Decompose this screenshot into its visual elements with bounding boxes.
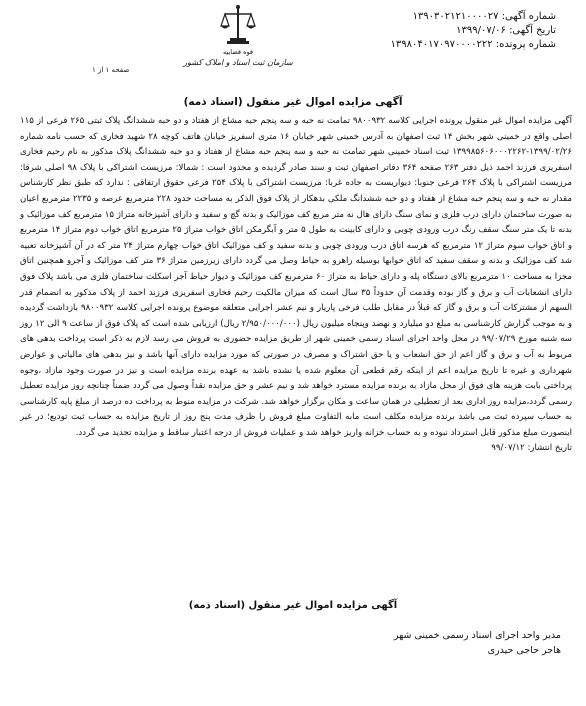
signature-block (394, 628, 561, 658)
ad-date: ۱۳۹۹/۰۷/۰۶ (456, 25, 506, 36)
ad-date-label: تاریخ آگهی: (509, 25, 556, 36)
closing-title: آگهی مزایده اموال غیر منقول (اسناد ذمه) (188, 600, 398, 611)
signer-name: هاجر حاجی حیدری (487, 645, 561, 656)
body-paragraph: آگهی مزایده اموال غیر منقول پرونده اجرایی کلاسه ۹۸۰۰۹۳۲ تمامت نه حبه و سه پنجم حبه مشاع از هفتاد و دو حبه ششدانگ پلاک ثبتی ۲۶۵ فرعی از ۱۱۵ اصلی واقع در خمینی شهر بخش ۱۴ ثبت اصفهان به آدرس خمینی شهر خیابان ۱۶ متری اسفریز خیابان هاتف کوچه ۲۸ شهید فخاری که حسب نامه شماره ۱۳۹۹/۰۲/۲۶-۱۳۹۹۸۵۶۰۶۰۰۰۲۲۶۲ ثبت اسناد خمینی شهر تمامت نه حبه و سه پنجم حبه مشاع از هفتاد و دو حبه ششدانگ پلاک مذکور به نام رحیم فخاری اسفریزی فرزند احمد ذیل دفتر ۲۶۳ صفحه ۳۶۴ دفاتر اصفهان ثبت و سند صادر گردیده و محدود است : شمالا: مرزیست اشتراکی با پلاک ۹۸ اصلی شرقا: مرزیست اشتراکی با پلاک ۲۶۴ فرعی جنوبا: دیواریست به جاده غربا: مرزیست اشتراکی با پلاک ۲۵۴ فرعی حقوق ارتفاقی : ندارد که طبق نظر کارشناس مقدار نه حبه و سه پنجم حبه مشاع از هفتاد و دو حبه ششدانگ ملکی بدهکار از پلاک فوق الذکر به مساحت حدود ۲۲۸ مترمربع عرصه و ۲۲۳۵ مترمربع اعیان به صورت ساختمان دارای درب فلزی و نمای سنگ دارای هال نه متر مربع کف موزائیک و بدنه گچ و سفید و دارای آشپزخانه متراژ ۱۵ مترمربع کف موزائیک و بدنه تا یک متر سنگ سقف رنگ درب ورودی چوبی و دارای کابینت به طول ۵ متر و آبگرمکن اتاق خواب متراژ ۲۵ مترمربع اتاق خواب دوم متراژ ۱۴ مترمربع و اتاق خواب سوم متراژ ۱۲ مترمربع که هرسه اتاق درب ورودی چوبی و بدنه سفید و کف موزائیک اتاق خواب چهارم متراژ ۲۴ متر که در آن آشپزخانه تعبیه شد کف موزائیک و بدنه و سقف سفید که اتاق خوابها بوسیله راهرو به حیاط وصل می گردد دارای زیرزمین متراژ ۳۶ متر کف موزائیک و آجرو همچنین اتاق مجزا به مساحت ۱۰ مترمربع بالای دستگاه پله و دارای حیاط به متراژ ۶۰ مترمربع کف موزائیک و دیوار حیاط آجر اسکلت ساختمان فلزی می باشد پلاک فوق دارای انشعابات آب و برق و گاز بوده وقدمت آن حدوداً ۳۵ سال است که میزان مالکیت رحیم فخاری اسفریزی فرزند احمد از پلاک مذکور به انضمام قدر السهم از مشترکات آب و برق و گاز که قبلاً در مقابل طلب فرخی پاریار و نیم عشر اجرایی متعلقه موضوع پرونده اجرایی کلاسه ۹۸۰۰۹۳۲ بازداشت گردیده و به موجب گزارش کارشناسی به مبلغ دو میلیارد و نهصد وپنجاه میلیون ریال (۲/۹۵۰/۰۰۰/۰۰۰ ریال) ارزیابی شده است که پلاک فوق از ساعت ۹ الی ۱۲ روز سه شنبه مورخ ۹۹/۰۷/۲۹ در محل واحد اجرای اسناد رسمی خمینی شهر از طریق مزایده حضوری به فروش می رسد لازم به ذکر است پرداخت بدهی های مربوط به آب و برق و گاز اعم از حق انشعاب و یا حق اشتراک و مصرف در صورتی که مورد مزایده دارای آنها باشد و نیز بدهی های مالیاتی و عوارض شهرداری و غیره تا تاریخ مزایده اعم از اینکه رقم قطعی آن معلوم شده یا نشده باشد به عهده برنده مزایده است و نیز در صورت وجود مازاد ،وجوه پرداختی بابت هزینه های فوق از محل مازاد به برنده مزایده مسترد خواهد شد و نیم عشر و حق مزایده نقداً وصول می گردد ضمناً چنانچه روز مزایده تعطیل رسمی گردد،مزایده روز اداری بعد از تعطیلی در همان ساعت و مکان برگزار خواهد شد. شرکت در مزایده منوط به پرداخت ده درصد از مبلغ پایه کارشناسی به حساب سپرده ثبت می باشد برنده مزایده مکلف است مابه التفاوت مبلغ فروش را ظرف مدت پنج روز از تاریخ مزایده به حساب ثبت تودیع؛ در غیر اینصورت مبلغ مذکور قابل استرداد نبوده و به حساب خزانه واریز خواهد شد و عملیات فروش از درجه اعتبار ساقط و مزایده تجدید می گردد. (20, 116, 573, 438)
judiciary-caption: قوه قضاییه (223, 48, 253, 56)
ad-metadata (391, 10, 556, 52)
ad-number-row (391, 10, 556, 24)
document-title: آگهی مزایده اموال غیر منقول (اسناد ذمه) (183, 96, 403, 108)
organization-name: سازمان ثبت اسناد و املاک کشور (183, 58, 293, 67)
page-indicator: صفحه ۱ از ۱ (92, 66, 130, 74)
case-number-label: شماره پرونده: (495, 39, 556, 50)
signer-position: مدیر واحد اجرای اسناد رسمی خمینی شهر (393, 630, 561, 641)
document-body (20, 114, 572, 457)
ad-date-row (391, 24, 556, 38)
scales-emblem-icon (220, 4, 256, 46)
case-number: ۱۳۹۸۰۴۰۱۷۰۹۷۰۰۰۰۲۲۲ (390, 39, 493, 50)
case-number-row (391, 38, 556, 52)
ad-number-label: شماره آگهی: (501, 11, 556, 22)
publish-date: تاریخ انتشار: ۹۹/۰۷/۱۲ (491, 443, 572, 454)
judiciary-logo (178, 4, 298, 74)
ad-number: ۱۳۹۰۳۰۲۱۲۱۰۰۰۰۲۷ (412, 11, 499, 22)
